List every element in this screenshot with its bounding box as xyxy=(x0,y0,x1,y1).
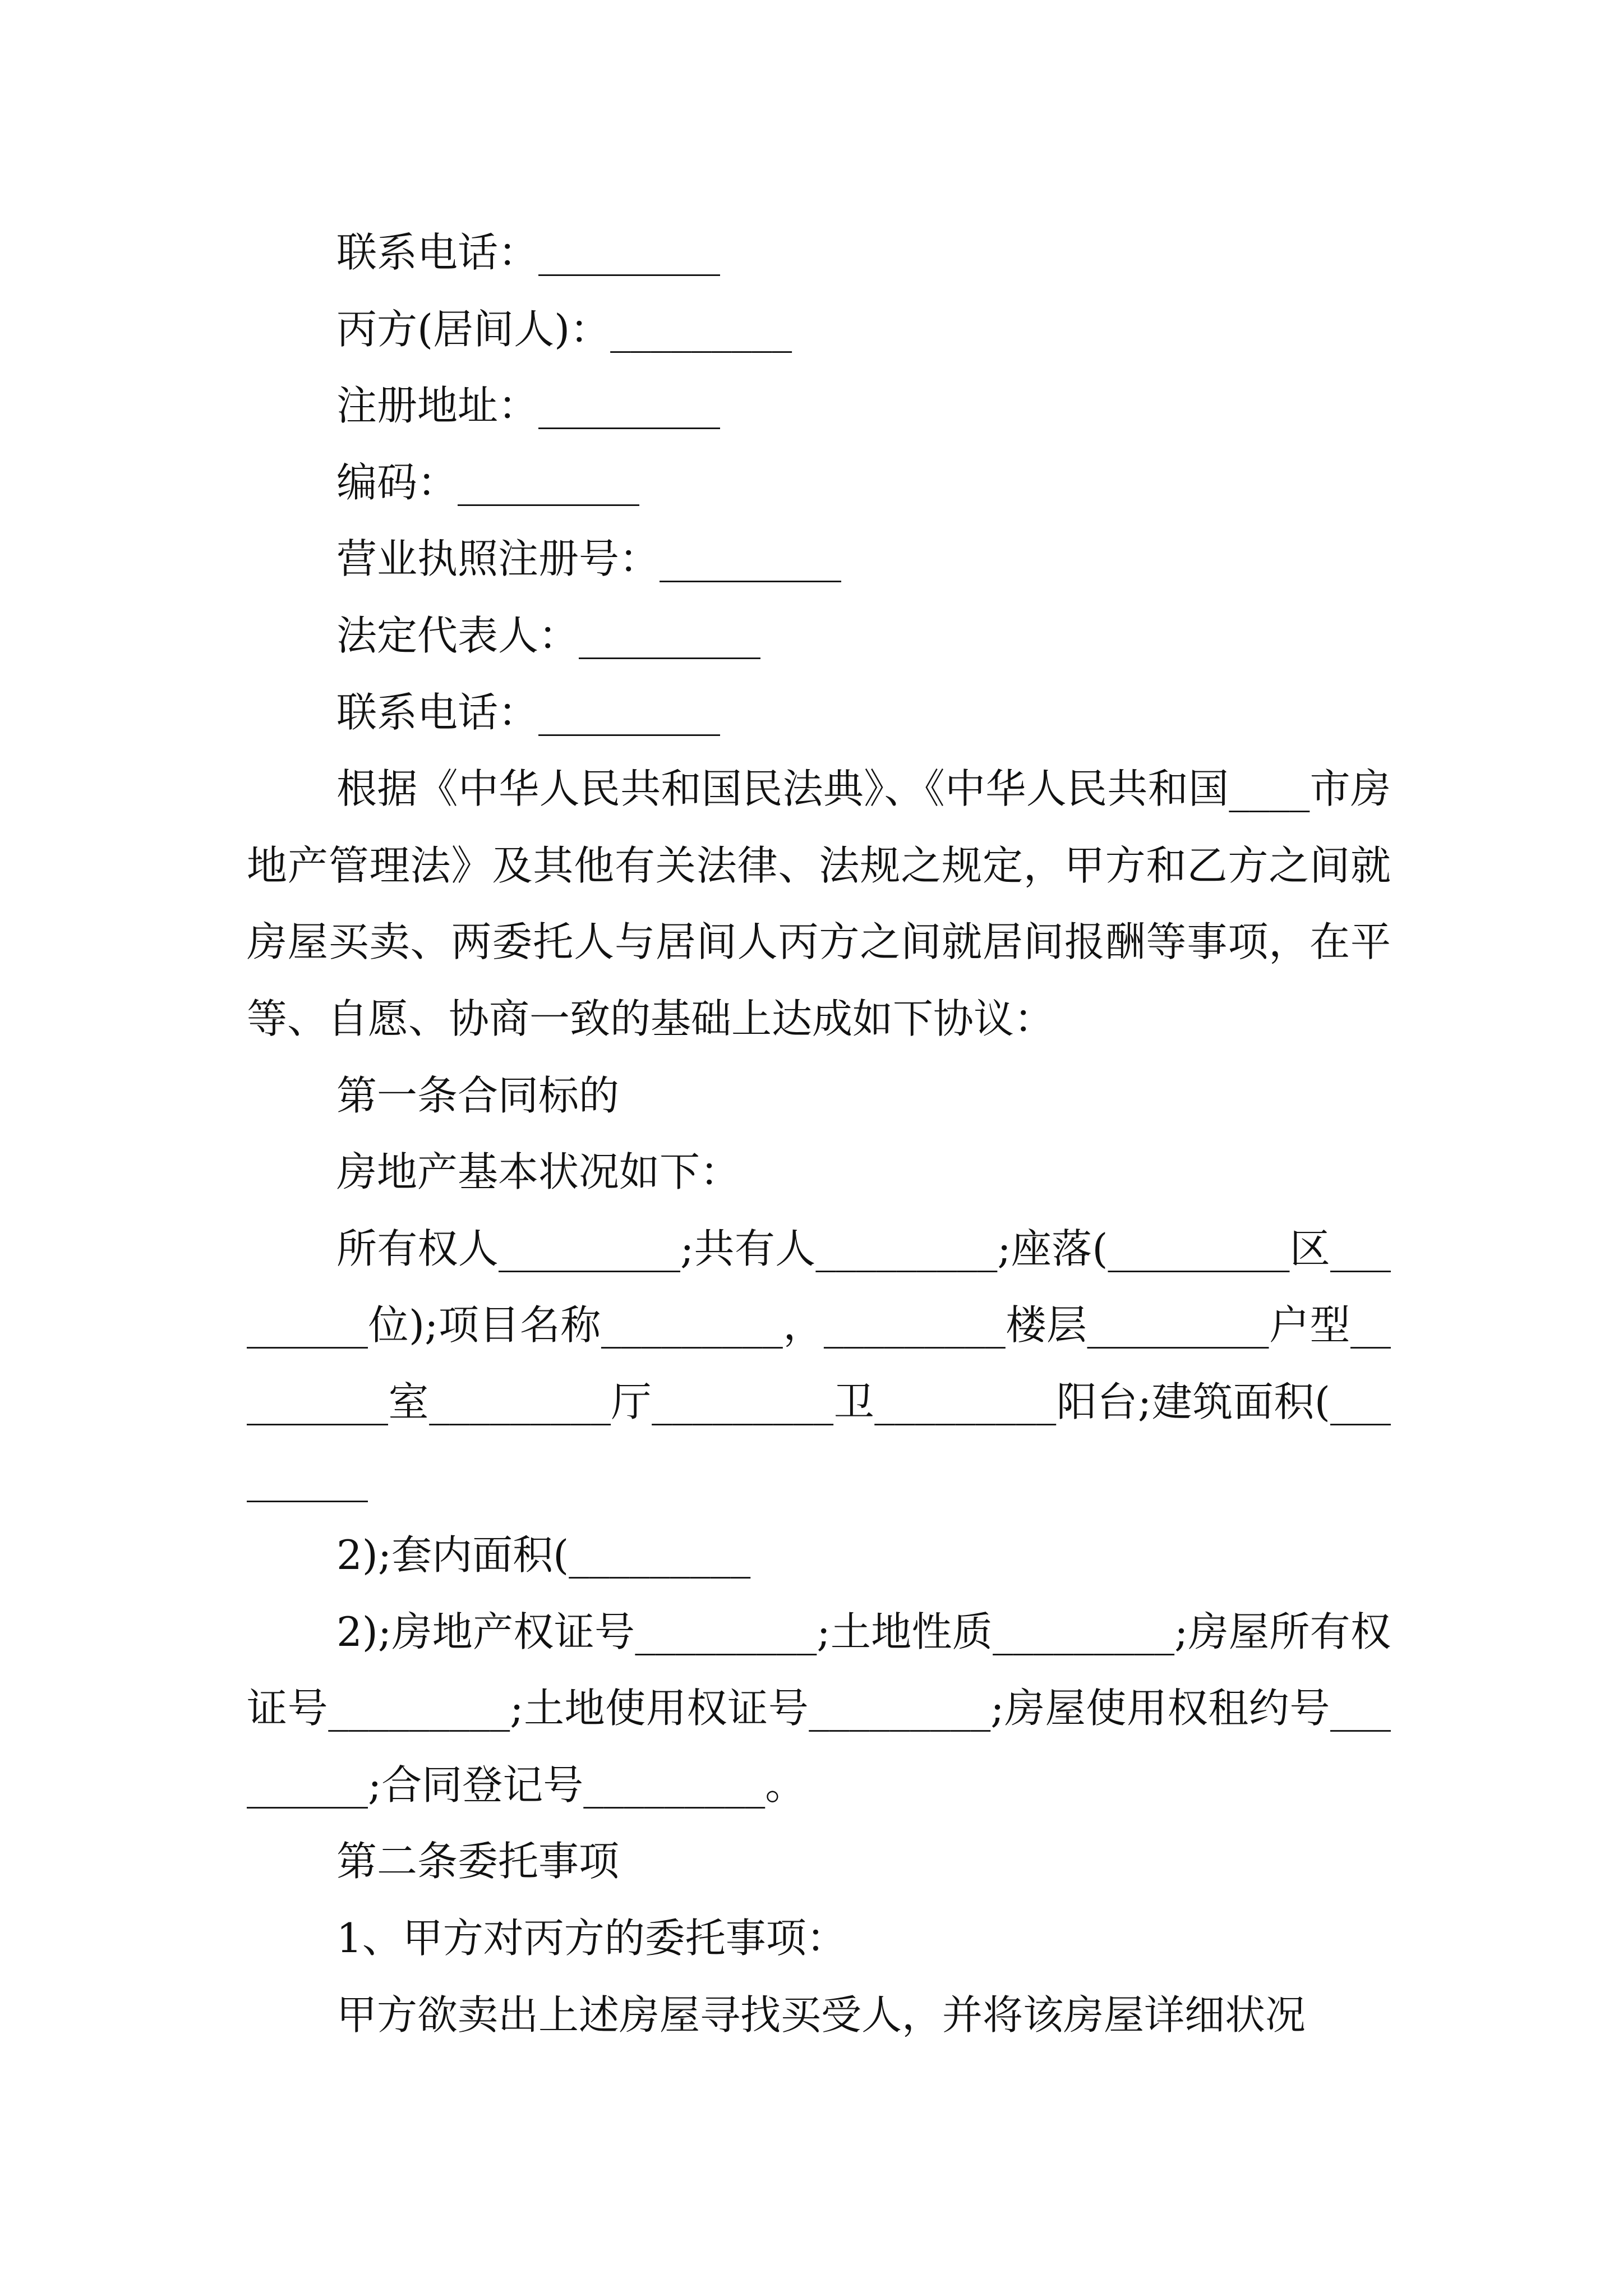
property-details-paragraph: 所有权人_________;共有人_________;座落(_________区_________位);项目名称_________，_________楼层_________户型_________室_________厅_________卫_________阳台;建筑面积(_________ xyxy=(247,1225,1391,1502)
basis-paragraph: 根据《中华人民共和国民法典》、《中华人民共和国____市房地产管理法》及其他有关法律、法规之规定，甲方和乙方之间就房屋买卖、两委托人与居间人丙方之间就居间报酬等事项，在平等、自愿、协商一致的基础上达成如下协议： xyxy=(247,765,1391,1042)
phone-line: 联系电话：_________ xyxy=(336,229,721,276)
article-2-title: 第二条委托事项 xyxy=(336,1838,620,1885)
legal-representative-line: 法定代表人：_________ xyxy=(336,611,761,659)
article-1-title: 第一条合同标的 xyxy=(336,1071,620,1119)
postcode-line: 编码：_________ xyxy=(336,458,640,506)
article-2-item-1-text: 甲方欲卖出上述房屋寻找买受人，并将该房屋详细状况 xyxy=(336,1991,1306,2039)
party-c-line: 丙方(居间人)：_________ xyxy=(336,305,792,353)
certificates-paragraph: 2);房地产权证号_________;土地性质_________;房屋所有权证号_________;土地使用权证号_________;房屋使用权租约号_________;合同登记号_________。 xyxy=(247,1608,1391,1809)
business-license-line: 营业执照注册号：_________ xyxy=(336,535,842,583)
article-2-item-1: 1、甲方对丙方的委托事项： xyxy=(336,1915,847,1962)
contract-body xyxy=(247,214,1391,2053)
inner-area-paragraph: 2);套内面积(_________ xyxy=(336,1531,751,1579)
registered-address-line: 注册地址：_________ xyxy=(336,382,721,430)
phone-line-2: 联系电话：_________ xyxy=(336,688,721,736)
article-1-intro: 房地产基本状况如下： xyxy=(336,1148,741,1196)
